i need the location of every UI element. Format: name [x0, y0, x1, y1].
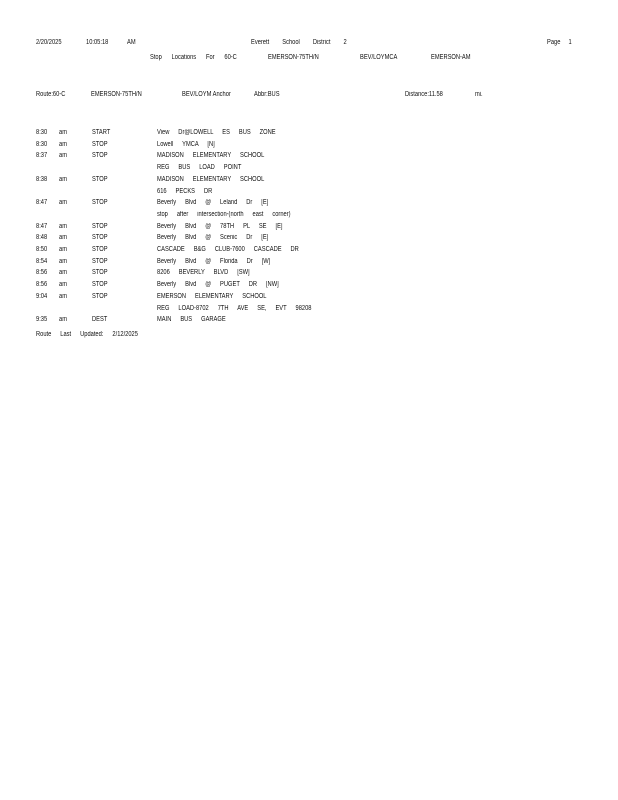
stop-location-detail: REG BUS LOAD POINT	[157, 164, 242, 172]
report-date: 2/20/2025	[36, 39, 62, 46]
stop-time: 8:56	[36, 281, 48, 289]
stop-time: 8:47	[36, 222, 48, 230]
route-abbr: Abbr:BUS	[254, 91, 280, 98]
stop-location: MADISON ELEMENTARY SCHOOL	[157, 152, 265, 160]
stop-ampm: am	[59, 281, 67, 289]
stop-time: 8:50	[36, 246, 48, 253]
stop-location: EMERSON ELEMENTARY SCHOOL	[157, 292, 267, 300]
route-last-updated	[36, 330, 160, 339]
stop-time: 8:38	[36, 175, 48, 183]
stop-ampm: am	[59, 175, 67, 183]
route-name-c: EMERSON-AM	[431, 54, 471, 61]
stop-location: MAIN BUS GARAGE	[157, 316, 226, 324]
stop-time: 8:48	[36, 234, 48, 242]
stop-location-detail: REG LOAD-8702 7TH AVE SE, EVT 98208	[157, 304, 312, 312]
district-title: Everett School District 2	[251, 39, 347, 46]
stop-ampm: am	[59, 234, 67, 242]
stop-type: STOP	[92, 281, 108, 289]
last-updated-date: 2/12/2025	[112, 331, 138, 338]
stop-type: STOP	[92, 222, 108, 230]
stop-ampm: am	[59, 257, 67, 265]
stop-type: STOP	[92, 199, 108, 207]
route-name-a: EMERSON-75TH/N	[268, 54, 319, 61]
route-name: EMERSON-75TH/N	[91, 91, 142, 98]
stop-ampm: am	[59, 246, 67, 253]
page-number: Page 1	[547, 39, 572, 46]
stop-location: Beverly Blvd @ Florida Dr [W]	[157, 257, 271, 265]
stop-type: STOP	[92, 257, 108, 265]
stop-type: STOP	[92, 234, 108, 242]
stop-location: View Dr@LOWELL ES BUS ZONE	[157, 129, 276, 136]
stop-location: MADISON ELEMENTARY SCHOOL	[157, 175, 265, 183]
stop-time: 8:30	[36, 129, 48, 136]
stop-location-detail: stop after intersection-(north east corner)	[157, 210, 291, 218]
stop-time: 8:54	[36, 257, 48, 265]
stop-location: 8206 BEVERLY BLVD [SW]	[157, 269, 250, 277]
stop-location: Beverly Blvd @ PUGET DR [NW]	[157, 281, 279, 289]
stop-time: 8:37	[36, 152, 48, 160]
stop-time: 9:35	[36, 316, 48, 324]
stop-location: Beverly Blvd @ Leland Dr [E]	[157, 199, 269, 207]
stop-ampm: am	[59, 199, 67, 207]
stop-ampm: am	[59, 269, 67, 277]
stop-type: STOP	[92, 246, 108, 253]
stop-location: Lowell YMCA [N]	[157, 140, 215, 148]
route-id: Route:60-C	[36, 91, 66, 98]
stop-time: 8:47	[36, 199, 48, 207]
stop-ampm: am	[59, 140, 67, 148]
stop-type: STOP	[92, 140, 108, 148]
route-name-b: BEV/LOYMCA	[360, 54, 398, 61]
stop-type: STOP	[92, 292, 108, 300]
report-ampm: AM	[127, 39, 136, 46]
distance-unit: mi.	[475, 91, 483, 98]
stop-ampm: am	[59, 152, 67, 160]
stop-location-detail: 616 PECKS DR	[157, 187, 213, 195]
stop-type: START	[92, 129, 111, 136]
report-subtitle: Stop Locations For 60-C	[150, 54, 237, 61]
stop-time: 9:04	[36, 292, 48, 300]
stop-time: 8:56	[36, 269, 48, 277]
report-time: 10:05:18	[86, 39, 109, 46]
stop-location: Beverly Blvd @ 78TH PL SE [E]	[157, 222, 283, 230]
route-anchor: BEV/LOYM Anchor	[182, 91, 231, 98]
route-distance: Distance:11.58	[405, 91, 443, 98]
stop-location: Beverly Blvd @ Scenic Dr [E]	[157, 234, 269, 242]
stop-type: DEST	[92, 316, 108, 324]
last-updated-label: Route Last Updated:	[36, 331, 104, 338]
stop-ampm: am	[59, 222, 67, 230]
stop-ampm: am	[59, 292, 67, 300]
stop-ampm: am	[59, 316, 67, 324]
stop-type: STOP	[92, 269, 108, 277]
stop-ampm: am	[59, 129, 67, 136]
stop-time: 8:30	[36, 140, 48, 148]
stop-type: STOP	[92, 152, 108, 160]
stop-type: STOP	[92, 175, 108, 183]
stop-location: CASCADE B&G CLUB-7600 CASCADE DR	[157, 246, 299, 253]
